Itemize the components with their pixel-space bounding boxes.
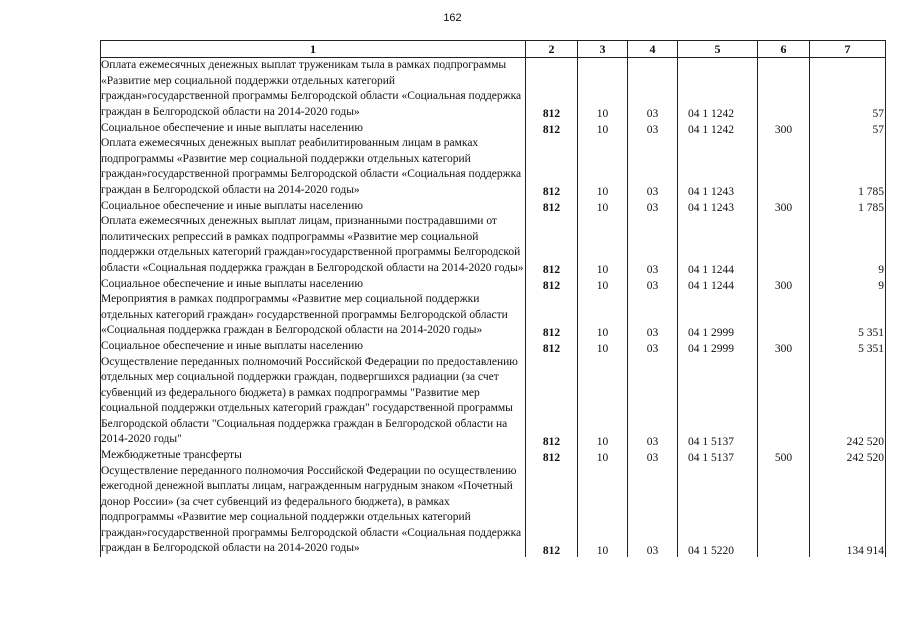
- row-target-article: 04 1 1244: [678, 276, 758, 292]
- row-section: 10: [578, 464, 628, 557]
- row-admin-code: 812: [526, 136, 578, 198]
- table-row: [101, 339, 886, 355]
- row-section: 10: [578, 214, 628, 276]
- table-row: [101, 58, 886, 121]
- row-amount: 1 785: [810, 136, 886, 198]
- table-row: [101, 198, 886, 214]
- row-description: Мероприятия в рамках подпрограммы «Развитие мер социальной поддержки отдельных категорий граждан» государственной программы Белгородской области «Социальная поддержка граждан в Белгородской области на 2014-2020 годы»: [101, 292, 526, 339]
- table-row: [101, 464, 886, 557]
- table-row: [101, 136, 886, 198]
- row-section: 10: [578, 276, 628, 292]
- row-subsection: 03: [628, 464, 678, 557]
- row-expense-type: [758, 58, 810, 121]
- row-admin-code: 812: [526, 198, 578, 214]
- row-amount: 9: [810, 276, 886, 292]
- row-expense-type: [758, 464, 810, 557]
- col-header-1: 1: [101, 41, 526, 58]
- row-admin-code: 812: [526, 276, 578, 292]
- row-admin-code: 812: [526, 448, 578, 464]
- header-row: [101, 41, 886, 58]
- row-subsection: 03: [628, 214, 678, 276]
- col-header-2: 2: [526, 41, 578, 58]
- table-row: [101, 276, 886, 292]
- row-admin-code: 812: [526, 464, 578, 557]
- row-admin-code: 812: [526, 120, 578, 136]
- row-description: Социальное обеспечение и иные выплаты населению: [101, 198, 526, 214]
- row-expense-type: 300: [758, 276, 810, 292]
- row-description: Осуществление переданного полномочия Российской Федерации по осуществлению ежегодной денежной выплаты лицам, награжденным нагрудным знаком «Почетный донор России» (за счет субвенций из федерального бюджета), в рамках подпрограммы «Развитие мер социальной поддержки отдельных категорий граждан»государственной программы Белгородской области «Социальная поддержка граждан в Белгородской области на 2014-2020 годы»: [101, 464, 526, 557]
- col-header-6: 6: [758, 41, 810, 58]
- row-description: Социальное обеспечение и иные выплаты населению: [101, 276, 526, 292]
- row-subsection: 03: [628, 136, 678, 198]
- row-section: 10: [578, 448, 628, 464]
- row-amount: 9: [810, 214, 886, 276]
- row-amount: 57: [810, 120, 886, 136]
- table-row: [101, 355, 886, 448]
- row-description: Межбюджетные трансферты: [101, 448, 526, 464]
- row-amount: 5 351: [810, 339, 886, 355]
- row-expense-type: 300: [758, 198, 810, 214]
- row-target-article: 04 1 1244: [678, 214, 758, 276]
- row-amount: 5 351: [810, 292, 886, 339]
- row-description: Социальное обеспечение и иные выплаты населению: [101, 339, 526, 355]
- row-target-article: 04 1 5137: [678, 448, 758, 464]
- row-target-article: 04 1 5137: [678, 355, 758, 448]
- row-amount: 1 785: [810, 198, 886, 214]
- row-admin-code: 812: [526, 214, 578, 276]
- row-expense-type: [758, 292, 810, 339]
- row-description: Оплата ежемесячных денежных выплат реабилитированным лицам в рамках подпрограммы «Развитие мер социальной поддержки отдельных категорий граждан»государственной программы Белгородской области «Социальная поддержка граждан в Белгородской области на 2014-2020 годы»: [101, 136, 526, 198]
- row-subsection: 03: [628, 448, 678, 464]
- row-subsection: 03: [628, 198, 678, 214]
- row-section: 10: [578, 120, 628, 136]
- row-subsection: 03: [628, 276, 678, 292]
- row-subsection: 03: [628, 339, 678, 355]
- col-header-5: 5: [678, 41, 758, 58]
- page-number: 162: [443, 12, 462, 24]
- row-target-article: 04 1 1243: [678, 198, 758, 214]
- row-subsection: 03: [628, 292, 678, 339]
- table-row: [101, 292, 886, 339]
- row-section: 10: [578, 339, 628, 355]
- col-header-7: 7: [810, 41, 886, 58]
- row-expense-type: [758, 355, 810, 448]
- row-section: 10: [578, 355, 628, 448]
- row-section: 10: [578, 292, 628, 339]
- row-expense-type: 500: [758, 448, 810, 464]
- row-amount: 242 520: [810, 355, 886, 448]
- row-section: 10: [578, 136, 628, 198]
- row-subsection: 03: [628, 58, 678, 121]
- budget-table: [100, 40, 886, 557]
- row-target-article: 04 1 1242: [678, 58, 758, 121]
- table-row: [101, 120, 886, 136]
- row-target-article: 04 1 1242: [678, 120, 758, 136]
- row-section: 10: [578, 198, 628, 214]
- row-amount: 57: [810, 58, 886, 121]
- row-target-article: 04 1 2999: [678, 339, 758, 355]
- row-admin-code: 812: [526, 339, 578, 355]
- table-row: [101, 214, 886, 276]
- row-expense-type: [758, 214, 810, 276]
- row-description: Оплата ежемесячных денежных выплат лицам, признанными пострадавшими от политических репрессий в рамках подпрограммы «Развитие мер социальной поддержки отдельных категорий граждан»государственной программы Белгородской области «Социальная поддержка граждан в Белгородской области на 2014-2020 годы»: [101, 214, 526, 276]
- row-subsection: 03: [628, 120, 678, 136]
- row-subsection: 03: [628, 355, 678, 448]
- row-target-article: 04 1 5220: [678, 464, 758, 557]
- row-description: Оплата ежемесячных денежных выплат труженикам тыла в рамках подпрограммы «Развитие мер социальной поддержки отдельных категорий граждан»государственной программы Белгородской области «Социальная поддержка граждан в Белгородской области на 2014-2020 годы»: [101, 58, 526, 121]
- row-target-article: 04 1 2999: [678, 292, 758, 339]
- row-section: 10: [578, 58, 628, 121]
- row-expense-type: 300: [758, 120, 810, 136]
- row-amount: 134 914: [810, 464, 886, 557]
- row-target-article: 04 1 1243: [678, 136, 758, 198]
- row-amount: 242 520: [810, 448, 886, 464]
- row-expense-type: [758, 136, 810, 198]
- row-admin-code: 812: [526, 355, 578, 448]
- row-admin-code: 812: [526, 292, 578, 339]
- row-admin-code: 812: [526, 58, 578, 121]
- row-description: Осуществление переданных полномочий Российской Федерации по предоставлению отдельных мер социальной поддержки граждан, подвергшихся радиации (за счет субвенций из федерального бюджета) в рамках подпрограммы "Развитие мер социальной поддержки отдельных категорий граждан" государственной программы Белгородской области "Социальная поддержка граждан в Белгородской области на 2014-2020 годы": [101, 355, 526, 448]
- col-header-4: 4: [628, 41, 678, 58]
- table-row: [101, 448, 886, 464]
- col-header-3: 3: [578, 41, 628, 58]
- row-expense-type: 300: [758, 339, 810, 355]
- row-description: Социальное обеспечение и иные выплаты населению: [101, 120, 526, 136]
